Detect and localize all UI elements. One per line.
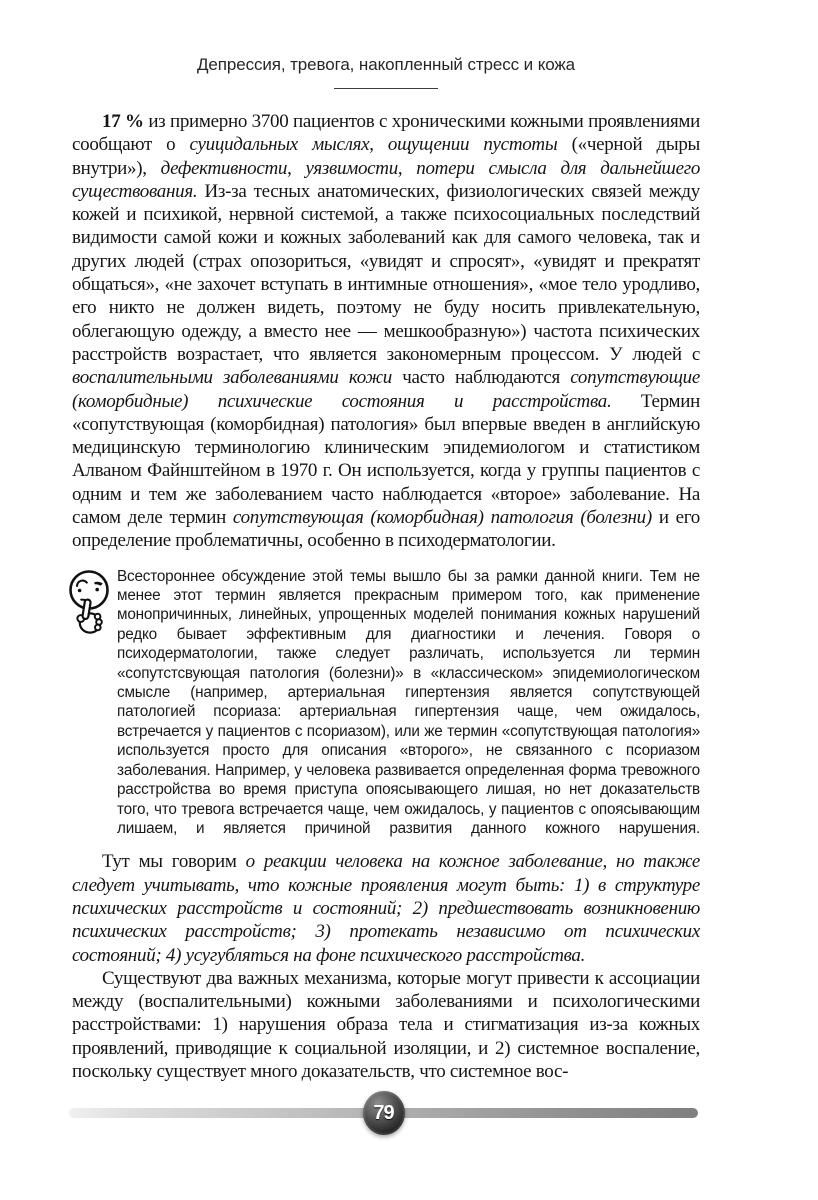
page-title: Депрессия, тревога, накопленный стресс и кожа (196, 55, 576, 74)
page-number: 79 (373, 1101, 394, 1124)
running-header (72, 55, 700, 89)
thinking-face-icon (66, 567, 117, 639)
note-block (72, 567, 700, 839)
page-footer (69, 1101, 698, 1124)
title-divider (334, 88, 438, 89)
page-number-badge (363, 1091, 405, 1135)
paragraph-skin-reaction: Тут мы говорим о реакции человека на кожное заболевание, но также следует учитывать, что кожные проявления могут быть: 1) в структуре психических расстройств и состояний; 2) предшествовать возникновению психических расстройств; 3) протекать независимо от психических состояний; 4) усугубляться на фоне психического расстройства. (72, 851, 701, 966)
page-body (72, 110, 700, 1083)
paragraph-comorbidity-intro: 17 % из примерно 3700 пациентов с хроническими кожными проявлениями сообщают о суицидальных мыслях, ощущении пустоты («черной дыры внутри»), дефективности, уязвимости, потери смысла для дальнейшего существования. Из-за тесных анатомических, физиологических связей между кожей и психикой, нервной системой, а также психосоциальных последствий видимости самой кожи и кожных заболеваний как для самого человека, так и других людей (страх опозориться, «увидят и спросят», «увидят и прекратят общаться», «не захочет вступать в интимные отношения», «мое тело уродливо, его никто не должен видеть, поэтому не буду носить привлекательную, облегающую одежду, а вместо нее — мешкообразную») частота психических расстройств возрастает, что является закономерным процессом. У людей с воспалительными заболеваниями кожи часто наблюдаются сопутствующие (коморбидные) психические состояния и расстройства. Термин «сопутствующая (коморбидная) патология» был впервые введен в английскую медицинскую терминологию клиническим эпидемиологом и статистиком Алваном Файнштейном в 1970 г. Он используется, когда у группы пациентов с одним и тем же заболеванием часто наблюдается «второе» заболевание. На самом деле термин сопутствующая (коморбидная) патология (болезни) и его определение проблематичны, особенно в психодерматологии. (72, 111, 701, 552)
page-content (72, 0, 700, 1083)
paragraph-two-mechanisms: Существуют два важных механизма, которые могут привести к ассоциации между (воспалительными) кожными заболеваниями и психологическими расстройствами: 1) нарушения образа тела и стигматизация из-за кожных проявлений, приводящие к социальной изоляции, и 2) системное воспаление, поскольку существует много доказательств, что системное вос- (72, 967, 700, 1082)
note-text: Всестороннее обсуждение этой темы вышло бы за рамки данной книги. Тем не менее этот термин является прекрасным примером того, как применение монопричинных, линейных, упрощенных моделей понимания кожных нарушений редко бывает эффективным для диагностики и лечения. Говоря о психодерматологии, также следует различать, используется ли термин «сопутстсвующая патология (болезни)» в «классическом» эпидемиологическом смысле (например, артериальная гипертензия является сопутствующей патологией псориаза: артериальная гипертензия чаще, чем ожидалось, встречается у пациентов с псориазом), или же термин «сопутствующая патология» используется просто для описания «второго», не связанного с псориазом заболевания. Например, у человека развивается определенная форма тревожного расстройства во время приступа опоясывающего лишая, но нет доказательств того, что тревога встречается чаще, чем ожидалось, у пациентов с опоясывающим лишаем, и является причиной развития данного кожного нарушения. (117, 567, 700, 837)
